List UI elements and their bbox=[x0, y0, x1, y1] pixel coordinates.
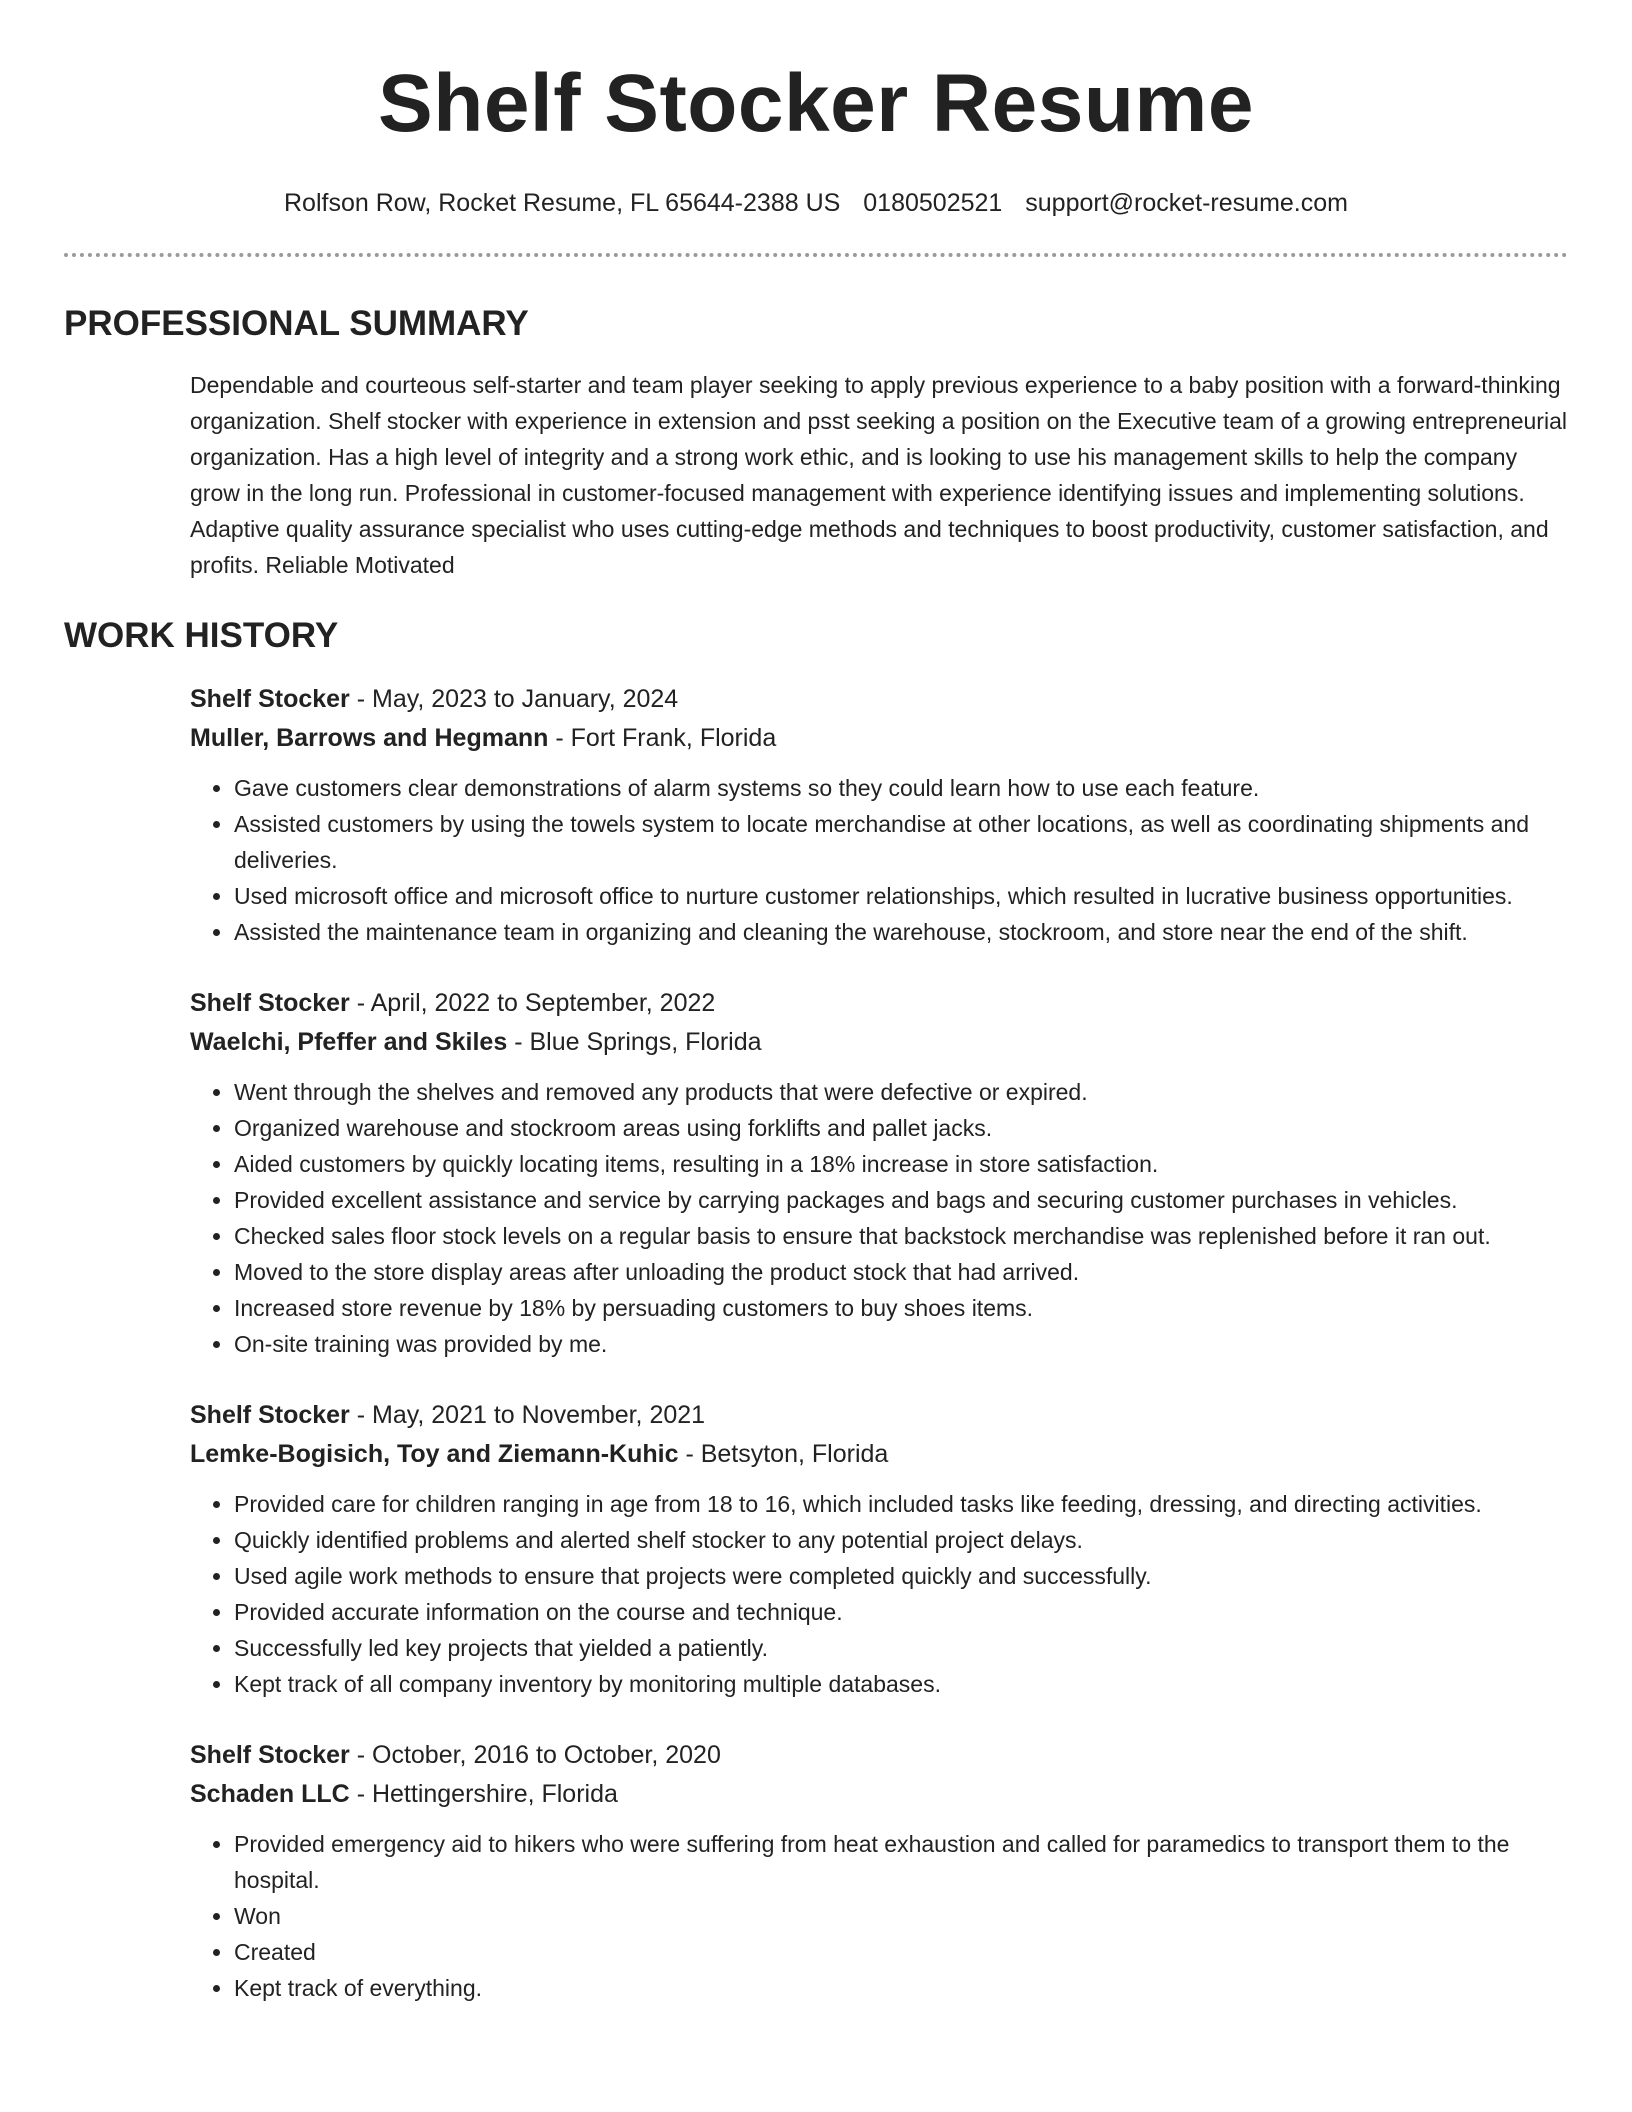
job-bullet: • Created bbox=[234, 1934, 1568, 1970]
job-bullet: • Organized warehouse and stockroom areas using forklifts and pallet jacks. bbox=[234, 1110, 1568, 1146]
job-role: Shelf Stocker bbox=[190, 989, 350, 1017]
job-bullet: • Provided excellent assistance and service by carrying packages and bags and securing customer purchases in vehicles. bbox=[234, 1182, 1568, 1218]
job-bullet: • Assisted customers by using the towels system to locate merchandise at other locations, as well as coordinating shipments and deliveries. bbox=[234, 806, 1568, 878]
contact-email: support@rocket-resume.com bbox=[1025, 189, 1348, 217]
job-entry bbox=[190, 984, 1568, 1362]
job-bullet: • Provided accurate information on the course and technique. bbox=[234, 1594, 1568, 1630]
job-dates: - May, 2021 to November, 2021 bbox=[349, 1401, 706, 1429]
job-role-line bbox=[190, 680, 1568, 719]
job-bullets bbox=[190, 1486, 1568, 1702]
job-company: Waelchi, Pfeffer and Skiles bbox=[190, 1028, 508, 1056]
job-company: Lemke-Bogisich, Toy and Ziemann-Kuhic bbox=[190, 1440, 679, 1468]
job-entry bbox=[190, 1396, 1568, 1702]
work-history-section bbox=[64, 614, 1568, 2006]
job-company-line bbox=[190, 1023, 1568, 1062]
job-role: Shelf Stocker bbox=[190, 685, 350, 713]
job-bullet: • Kept track of all company inventory by monitoring multiple databases. bbox=[234, 1666, 1568, 1702]
job-company-line bbox=[190, 719, 1568, 758]
job-bullet: • Moved to the store display areas after unloading the product stock that had arrived. bbox=[234, 1254, 1568, 1290]
job-bullet: • Used microsoft office and microsoft office to nurture customer relationships, which resulted in lucrative business opportunities. bbox=[234, 878, 1568, 914]
job-bullet: • Assisted the maintenance team in organizing and cleaning the warehouse, stockroom, and store near the end of the shift. bbox=[234, 914, 1568, 950]
job-bullet: • Successfully led key projects that yielded a patiently. bbox=[234, 1630, 1568, 1666]
job-bullet: • Quickly identified problems and alerted shelf stocker to any potential project delays. bbox=[234, 1522, 1568, 1558]
job-dates: - October, 2016 to October, 2020 bbox=[349, 1741, 721, 1769]
professional-summary-section bbox=[64, 302, 1568, 583]
job-company-line bbox=[190, 1435, 1568, 1474]
job-location: - Blue Springs, Florida bbox=[507, 1028, 762, 1056]
job-entry bbox=[190, 1736, 1568, 2006]
job-company: Muller, Barrows and Hegmann bbox=[190, 724, 549, 752]
job-bullet: • On-site training was provided by me. bbox=[234, 1326, 1568, 1362]
job-role: Shelf Stocker bbox=[190, 1401, 350, 1429]
job-bullet: • Kept track of everything. bbox=[234, 1970, 1568, 2006]
job-location: - Hettingershire, Florida bbox=[349, 1780, 618, 1808]
job-bullets bbox=[190, 770, 1568, 950]
job-bullet: • Aided customers by quickly locating items, resulting in a 18% increase in store satisfaction. bbox=[234, 1146, 1568, 1182]
job-bullet: • Used agile work methods to ensure that projects were completed quickly and successfully. bbox=[234, 1558, 1568, 1594]
job-bullet: • Provided care for children ranging in age from 18 to 16, which included tasks like feeding, dressing, and directing activities. bbox=[234, 1486, 1568, 1522]
job-role-line bbox=[190, 984, 1568, 1023]
job-role-line bbox=[190, 1396, 1568, 1435]
contact-phone: 0180502521 bbox=[863, 189, 1003, 217]
job-bullet: • Provided emergency aid to hikers who were suffering from heat exhaustion and called for paramedics to transport them to the hospital. bbox=[234, 1826, 1568, 1898]
job-bullet: • Won bbox=[234, 1898, 1568, 1934]
job-bullet: • Checked sales floor stock levels on a regular basis to ensure that backstock merchandise was replenished before it ran out. bbox=[234, 1218, 1568, 1254]
job-bullet: • Increased store revenue by 18% by persuading customers to buy shoes items. bbox=[234, 1290, 1568, 1326]
contact-address: Rolfson Row, Rocket Resume, FL 65644-2388 US bbox=[284, 189, 841, 217]
summary-text: Dependable and courteous self-starter and team player seeking to apply previous experience to a baby position with a forward-thinking organization. Shelf stocker with experience in extension and psst seeking a position on the Executive team of a growing entrepreneurial organization. Has a high level of integrity and a strong work ethic, and is looking to use his management skills to help the company grow in the long run. Professional in customer-focused management with experience identifying issues and implementing solutions. Adaptive quality assurance specialist who uses cutting-edge methods and techniques to boost productivity, customer satisfaction, and profits. Reliable Motivated bbox=[190, 372, 1567, 578]
job-company-line bbox=[190, 1775, 1568, 1814]
work-history-heading: WORK HISTORY bbox=[64, 616, 339, 655]
job-dates: - May, 2023 to January, 2024 bbox=[349, 685, 679, 713]
job-bullets bbox=[190, 1074, 1568, 1362]
job-bullet: • Gave customers clear demonstrations of alarm systems so they could learn how to use each feature. bbox=[234, 770, 1568, 806]
job-role-line bbox=[190, 1736, 1568, 1775]
job-bullet: • Went through the shelves and removed any products that were defective or expired. bbox=[234, 1074, 1568, 1110]
job-location: - Betsyton, Florida bbox=[678, 1440, 889, 1468]
job-location: - Fort Frank, Florida bbox=[548, 724, 777, 752]
summary-heading: PROFESSIONAL SUMMARY bbox=[64, 304, 529, 343]
job-role: Shelf Stocker bbox=[190, 1741, 350, 1769]
contact-line bbox=[64, 186, 1568, 220]
job-bullets bbox=[190, 1826, 1568, 2006]
header-divider bbox=[64, 253, 1568, 257]
job-dates: - April, 2022 to September, 2022 bbox=[349, 989, 716, 1017]
job-entry bbox=[190, 680, 1568, 950]
job-company: Schaden LLC bbox=[190, 1780, 350, 1808]
resume-title: Shelf Stocker Resume bbox=[378, 58, 1254, 149]
